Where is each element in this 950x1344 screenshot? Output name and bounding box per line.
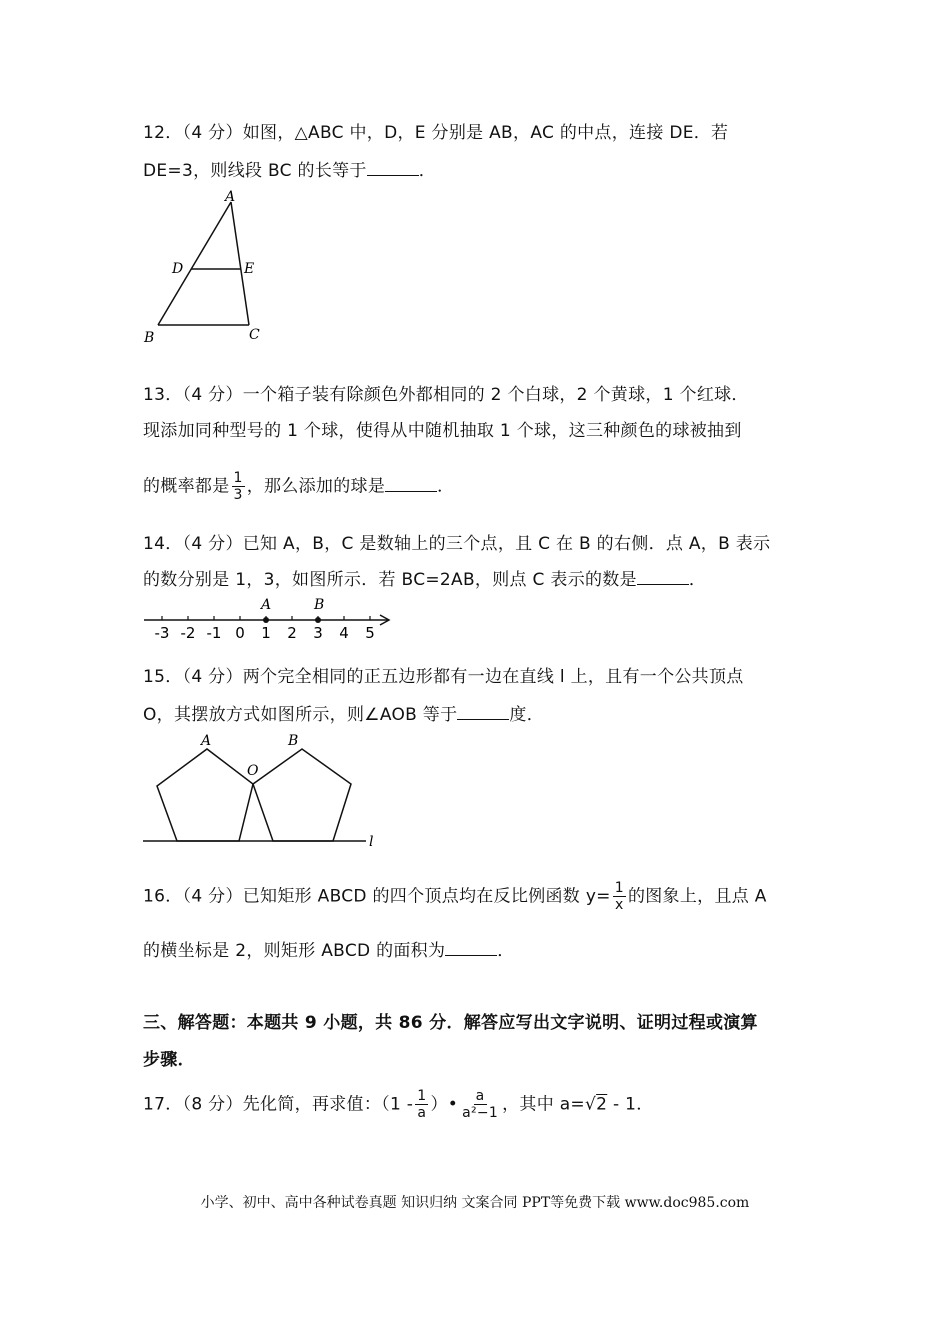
label-c: C — [249, 327, 260, 343]
q15-answer-blank — [457, 705, 509, 720]
axis-tick-label: 4 — [339, 624, 349, 642]
q12-line2 — [143, 156, 436, 181]
q14-line2-end: ． — [688, 570, 707, 590]
q13-line3-end: ． — [437, 476, 455, 497]
axis-tick-label: -3 — [154, 624, 170, 642]
fraction-numerator: 1 — [233, 470, 243, 486]
fraction-numerator: 1 — [417, 1088, 427, 1104]
triangle-abc-figure — [140, 185, 270, 350]
q17-end: - 1． — [607, 1094, 654, 1115]
q14-line2 — [143, 565, 706, 590]
axis-tick-label: 5 — [365, 624, 375, 642]
number-line-figure — [140, 594, 400, 644]
q16-line1-text: 16．（4 分）已知矩形 ABCD 的四个顶点均在反比例函数 y= — [143, 886, 611, 907]
pentagons-figure — [140, 730, 385, 852]
page-footer: 小学、初中、高中各种试卷真题 知识归纳 文案合同 PPT等免费下载 www.doc985.com — [200, 1195, 750, 1211]
fraction-numerator: 1 — [614, 880, 624, 896]
q17-line — [143, 1088, 654, 1121]
q12-answer-blank — [367, 161, 419, 176]
q12-line2-text: DE=3，则线段 BC 的长等于 — [143, 161, 367, 181]
q12-line2-end: ． — [418, 161, 437, 181]
label-a: A — [201, 733, 212, 749]
sqrt-symbol-icon: √ — [584, 1094, 597, 1115]
section-heading-line1: 三、解答题：本题共 9 小题，共 86 分．解答应写出文字说明、证明过程或演算 — [143, 1013, 758, 1033]
q13-line3 — [143, 470, 454, 503]
side-ab — [158, 202, 231, 325]
q15-line1: 15．（4 分）两个完全相同的正五边形都有一边在直线 l 上，且有一个公共顶点 — [143, 667, 744, 687]
axis-tick-label: 2 — [287, 624, 297, 642]
fraction-one-over-x — [613, 880, 626, 913]
section-heading-line2: 步骤． — [143, 1050, 195, 1070]
left-pentagon — [157, 749, 253, 841]
label-d: D — [172, 261, 184, 277]
q16-line1-end: 的图象上，且点 A — [627, 886, 767, 907]
axis-tick-label: 0 — [235, 624, 245, 642]
label-b: B — [288, 733, 299, 749]
axis-tick-label: 3 — [313, 624, 323, 642]
q13-line1: 13．（4 分）一个箱子装有除颜色外都相同的 2 个白球，2 个黄球，1 个红球． — [143, 385, 749, 405]
axis-tick-label: 1 — [261, 624, 271, 642]
axis-tick-label: -2 — [180, 624, 196, 642]
axis-tick-label: -1 — [206, 624, 222, 642]
label-b: B — [144, 330, 155, 346]
fraction-one-third — [232, 470, 245, 503]
q16-line1 — [143, 880, 767, 913]
q14-answer-blank — [637, 570, 689, 585]
label-e: E — [244, 261, 255, 277]
q17-condition: ，其中 a= — [502, 1094, 585, 1115]
q13-line2: 现添加同种型号的 1 个球，使得从中随机抽取 1 个球，这三种颜色的球被抽到 — [143, 421, 742, 441]
right-pentagon — [253, 749, 351, 841]
q16-line2-text: 的横坐标是 2，则矩形 ABCD 的面积为 — [143, 941, 446, 961]
fraction-a-over-a2-minus-1 — [460, 1088, 500, 1121]
q13-answer-blank — [385, 477, 437, 492]
q13-line3-mid: ，那么添加的球是 — [246, 476, 386, 497]
q14-line2-text: 的数分别是 1，3，如图所示．若 BC=2AB，则点 C 表示的数是 — [143, 570, 637, 590]
sqrt-radicand: 2 — [596, 1094, 608, 1115]
label-o: O — [247, 763, 259, 779]
q13-line3-text: 的概率都是 — [143, 476, 230, 497]
fraction-denominator: a²−1 — [462, 1105, 499, 1121]
q15-line2-end: 度． — [509, 705, 545, 725]
fraction-one-over-a — [415, 1088, 428, 1121]
q17-mid: ）• — [430, 1094, 459, 1115]
fraction-denominator: x — [615, 897, 624, 913]
q17-text: 17．（8 分）先化简，再求值：（1 - — [143, 1094, 414, 1115]
q15-line2-text: O，其摆放方式如图所示，则∠AOB 等于 — [143, 705, 458, 725]
q16-answer-blank — [445, 941, 497, 956]
fraction-denominator: a — [417, 1105, 427, 1121]
label-a: A — [225, 189, 236, 205]
point-a-dot — [263, 617, 269, 623]
fraction-numerator: a — [475, 1088, 485, 1104]
point-b-dot — [315, 617, 321, 623]
q12-line1: 12．（4 分）如图，△ABC 中，D，E 分别是 AB，AC 的中点，连接 DE．若 — [143, 123, 729, 143]
point-b-label: B — [314, 597, 325, 613]
q16-line2-end: ． — [497, 941, 515, 961]
fraction-denominator: 3 — [233, 487, 243, 503]
label-l: l — [369, 834, 374, 850]
q14-line1: 14．（4 分）已知 A，B，C 是数轴上的三个点，且 C 在 B 的右侧．点 A，B 表示 — [143, 534, 771, 554]
q15-line2 — [143, 700, 544, 725]
q16-line2 — [143, 936, 515, 961]
point-a-label: A — [261, 597, 272, 613]
